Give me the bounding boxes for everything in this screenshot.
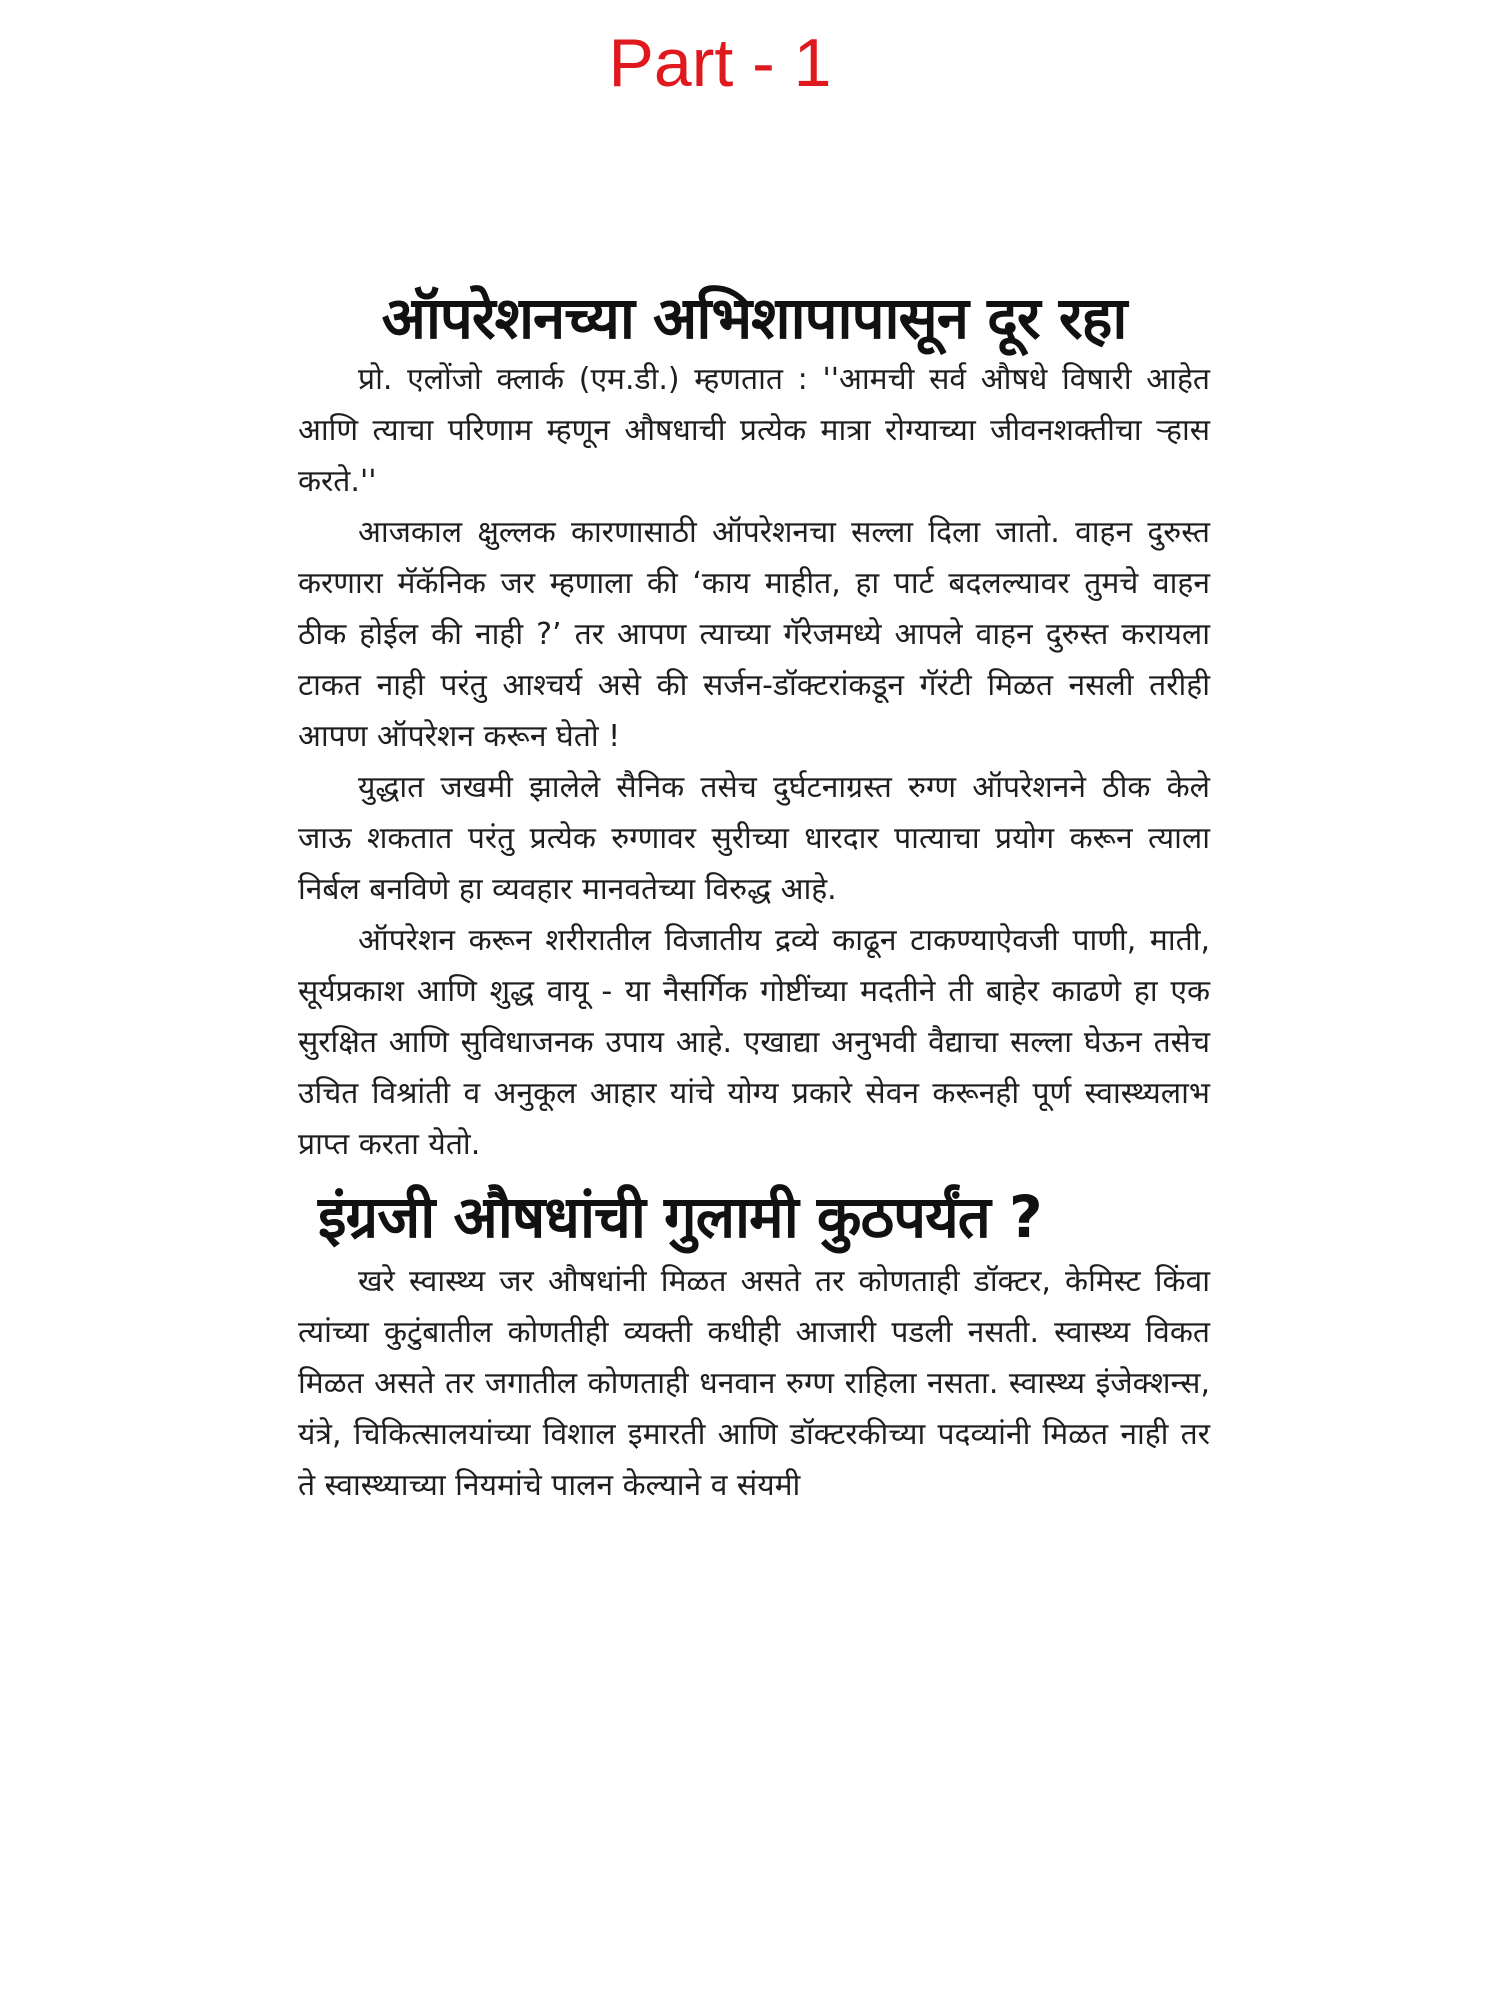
section-1-paragraph-1: प्रो. एलोंजो क्लार्क (एम.डी.) म्हणतात : ''आमची सर्व औषधे विषारी आहेत आणि त्याचा परिणाम म्हणून औषधाची प्रत्येक मात्रा रोग्याच्या जीवनशक्तीचा ऱ्हास करते.'' [298, 361, 1210, 499]
section-1-heading: ऑपरेशनच्या अभिशापापासून दूर रहा [381, 284, 1127, 352]
part-label: Part - 1 [608, 25, 832, 101]
section-1-paragraph-2: आजकाल क्षुल्लक कारणासाठी ऑपरेशनचा सल्ला दिला जातो. वाहन दुरुस्त करणारा मॅकॅनिक जर म्हणाला की ‘काय माहीत, हा पार्ट बदलल्यावर तुमचे वाहन ठीक होईल की नाही ?’ तर आपण त्याच्या गॅरेजमध्ये आपले वाहन दुरुस्त करायला टाकत नाही परंतु आश्चर्य असे की सर्जन-डॉक्टरांकडून गॅरंटी मिळत नसली तरीही आपण ऑपरेशन करून घेतो ! [298, 514, 1210, 754]
section-2-paragraph-1: खरे स्वास्थ्य जर औषधांनी मिळत असते तर कोणताही डॉक्टर, केमिस्ट किंवा त्यांच्या कुटुंबातील कोणतीही व्यक्ती कधीही आजारी पडली नसती. स्वास्थ्य विकत मिळत असते तर जगातील कोणताही धनवान रुग्ण राहिला नसता. स्वास्थ्य इंजेक्शन्स, यंत्रे, चिकित्सालयांच्या विशाल इमारती आणि डॉक्टरकीच्या पदव्यांनी मिळत नाही तर ते स्वास्थ्याच्या नियमांचे पालन केल्याने व संयमी [298, 1264, 1210, 1504]
section-1-paragraph-3: युद्धात जखमी झालेले सैनिक तसेच दुर्घटनाग्रस्त रुग्ण ऑपरेशनने ठीक केले जाऊ शकतात परंतु प्रत्येक रुग्णावर सुरीच्या धारदार पात्याचा प्रयोग करून त्याला निर्बल बनविणे हा व्यवहार मानवतेच्या विरुद्ध आहे. [298, 769, 1210, 907]
article [298, 285, 1210, 1511]
section-1-paragraph-4: ऑपरेशन करून शरीरातील विजातीय द्रव्ये काढून टाकण्याऐवजी पाणी, माती, सूर्यप्रकाश आणि शुद्ध वायू - या नैसर्गिक गोष्टींच्या मदतीने ती बाहेर काढणे हा एक सुरक्षित आणि सुविधाजनक उपाय आहे. एखाद्या अनुभवी वैद्याचा सल्ला घेऊन तसेच उचित विश्रांती व अनुकूल आहार यांचे योग्य प्रकारे सेवन करूनही पूर्ण स्वास्थ्यलाभ प्राप्त करता येतो. [298, 922, 1210, 1162]
section-2-heading: इंग्रजी औषधांची गुलामी कुठपर्यंत ? [318, 1182, 1042, 1251]
